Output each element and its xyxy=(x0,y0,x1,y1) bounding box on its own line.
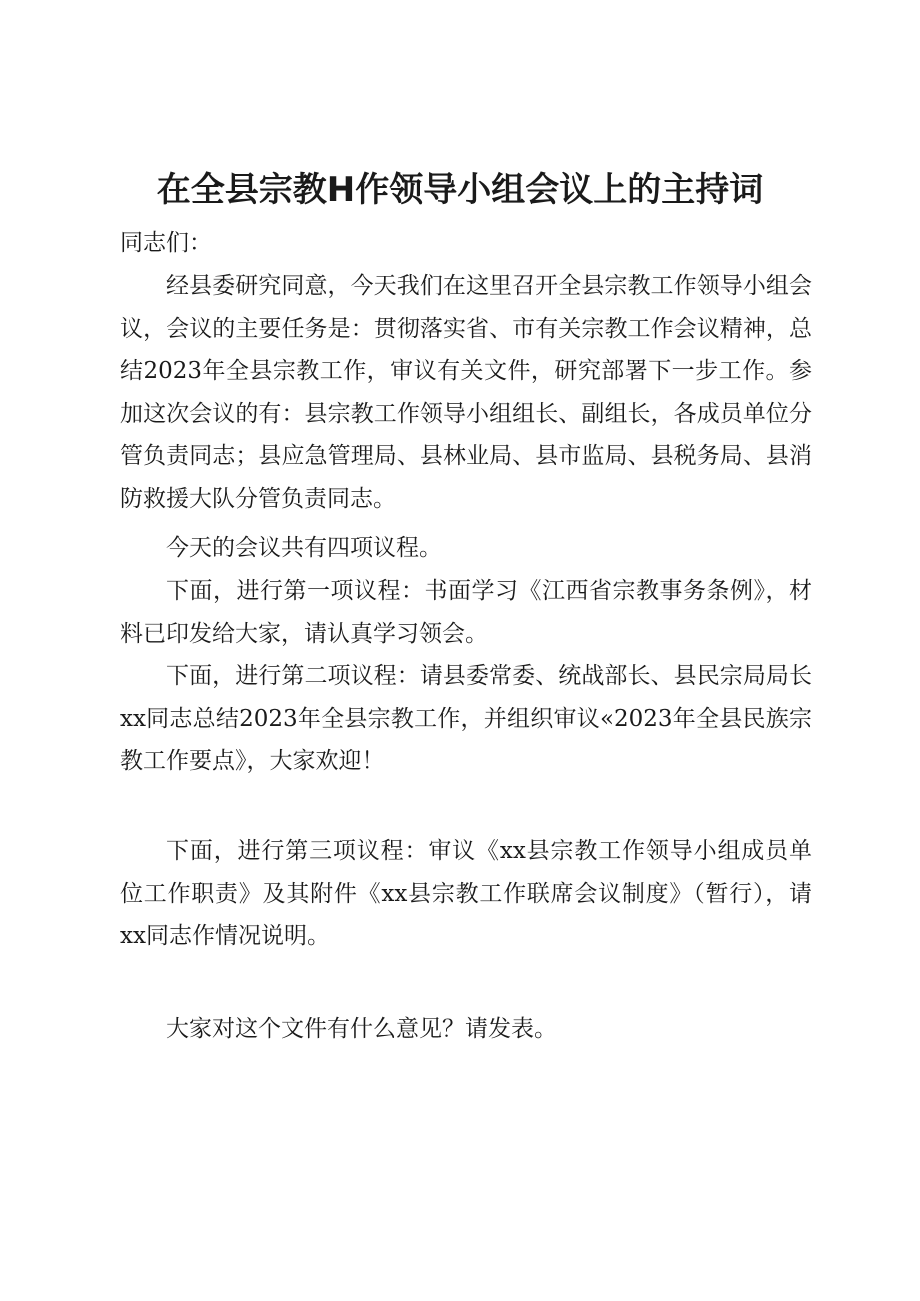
paragraph-call-for-opinions: 大家对这个文件有什么意见？请发表。 xyxy=(166,1016,557,1042)
document-title: 在全县宗教H作领导小组会议上的主持词 xyxy=(156,170,764,210)
paragraph-meeting-intro: 经县委研究同意，今天我们在这里召开全县宗教工作领导小组会议，会议的主要任务是：贯彻落实省、市有关宗教工作会议精神，总结2023年全县宗教工作，审议有关文件，研究部署下一步工作。参加这次会议的有：县宗教工作领导小组组长、副组长，各成员单位分管负责同志；县应急管理局、县林业局、县市监局、县税务局、县消防救援大队分管负责同志。 xyxy=(120,273,812,512)
paragraph-agenda-count: 今天的会议共有四项议程。 xyxy=(166,535,442,561)
paragraph-agenda-item-3: 下面，进行第三项议程：审议《xx县宗教工作领导小组成员单位工作职责》及其附件《xx县宗教工作联席会议制度》（暂行），请xx同志作情况说明。 xyxy=(120,838,812,949)
paragraph-agenda-item-1: 下面，进行第一项议程：书面学习《江西省宗教事务条例》，材料已印发给大家，请认真学习领会。 xyxy=(120,578,812,647)
paragraph-agenda-item-2: 下面，进行第二项议程：请县委常委、统战部长、县民宗局局长xx同志总结2023年全县宗教工作，并组织审议«2023年全县民族宗教工作要点》，大家欢迎！ xyxy=(120,663,812,774)
salutation: 同志们： xyxy=(120,230,212,256)
